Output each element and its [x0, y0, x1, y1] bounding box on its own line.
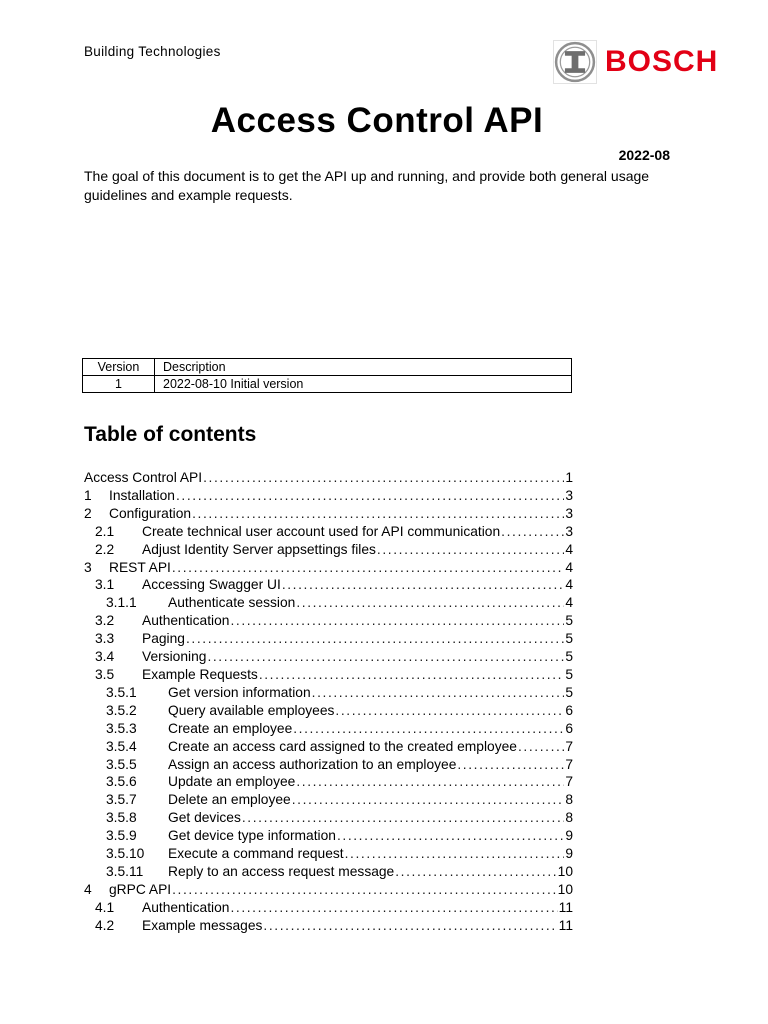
toc-entry-number: 3.5.9 — [106, 828, 137, 844]
bosch-wordmark: BOSCH — [605, 45, 719, 78]
toc-leader-dots — [296, 773, 564, 791]
toc-leader-dots — [186, 630, 564, 648]
toc-entry-title: Create an access card assigned to the created employee — [168, 738, 517, 754]
toc-entry-page: 5 — [565, 649, 573, 665]
toc-entry-number: 3 — [84, 559, 92, 575]
toc-entry[interactable] — [84, 648, 573, 666]
toc-leader-dots — [518, 738, 564, 756]
toc-entry[interactable] — [84, 899, 573, 917]
toc-entry-page: 4 — [565, 595, 573, 611]
toc-leader-dots — [292, 791, 565, 809]
toc-entry-title: Authentication — [142, 613, 230, 629]
toc-entry[interactable] — [84, 702, 573, 720]
toc-entry-title: gRPC API — [109, 881, 172, 897]
toc-entry-page: 4 — [565, 541, 573, 557]
toc-entry[interactable] — [84, 541, 573, 559]
toc-entry-title: Access Control API — [84, 470, 203, 485]
toc-entry-number: 4 — [84, 881, 92, 897]
toc-entry-title: Installation — [109, 487, 175, 503]
toc-entry-number: 3.5.7 — [106, 792, 137, 808]
bosch-armature-icon — [553, 40, 597, 84]
toc-leader-dots — [312, 684, 565, 702]
toc-entry-title: Example messages — [142, 917, 263, 933]
toc-entry-title: Get device type information — [168, 828, 336, 844]
table-of-contents — [84, 469, 573, 935]
toc-entry[interactable] — [84, 684, 573, 702]
toc-entry-title: Update an employee — [168, 774, 296, 790]
toc-entry-number: 3.5.8 — [106, 810, 137, 826]
toc-entry-number: 3.5.4 — [106, 738, 137, 754]
version-table — [82, 358, 572, 393]
department-label: Building Technologies — [84, 44, 221, 59]
toc-entry[interactable] — [84, 881, 573, 899]
document-date: 2022-08 — [618, 147, 670, 163]
toc-entry[interactable] — [84, 756, 573, 774]
toc-entry-page: 6 — [565, 720, 573, 736]
version-cell: 1 — [83, 376, 155, 393]
toc-leader-dots — [242, 809, 564, 827]
toc-entry-page: 6 — [565, 702, 573, 718]
toc-entry[interactable] — [84, 576, 573, 594]
toc-entry[interactable] — [84, 505, 573, 523]
toc-entry-number: 3.3 — [95, 631, 115, 647]
toc-entry-number: 3.5.6 — [106, 774, 137, 790]
toc-entry-title: Example Requests — [142, 666, 258, 682]
toc-entry[interactable] — [84, 487, 573, 505]
toc-entry-page: 3 — [565, 523, 573, 539]
toc-entry-page: 5 — [565, 666, 573, 682]
toc-entry-title: Get devices — [168, 810, 241, 826]
toc-entry[interactable] — [84, 720, 573, 738]
toc-entry-number: 4.2 — [95, 917, 115, 933]
toc-entry-title: Get version information — [168, 684, 311, 700]
toc-entry[interactable] — [84, 863, 573, 881]
version-column-header: Version — [83, 359, 155, 376]
toc-entry-number: 3.5.2 — [106, 702, 137, 718]
toc-entry-number: 3.4 — [95, 649, 115, 665]
toc-entry-title: Assign an access authorization to an employee — [168, 756, 457, 772]
toc-entry-number: 2 — [84, 505, 92, 521]
toc-entry[interactable] — [84, 917, 573, 935]
toc-entry[interactable] — [84, 827, 573, 845]
toc-entry-page: 5 — [565, 684, 573, 700]
toc-leader-dots — [192, 505, 564, 523]
version-table-header-row — [83, 359, 572, 376]
toc-leader-dots — [335, 702, 564, 720]
toc-entry-title: Reply to an access request message — [168, 863, 395, 879]
description-cell: 2022-08-10 Initial version — [155, 376, 572, 393]
toc-entry[interactable] — [84, 594, 573, 612]
toc-entry-title: Paging — [142, 631, 185, 647]
toc-entry-title: Authentication — [142, 899, 230, 915]
toc-entry-title: Create technical user account used for API communication — [142, 523, 501, 539]
toc-entry-title: Configuration — [109, 505, 192, 521]
toc-entry[interactable] — [84, 630, 573, 648]
toc-entry-number: 4.1 — [95, 899, 115, 915]
version-table-row — [83, 376, 572, 393]
toc-entry-page: 8 — [565, 792, 573, 808]
toc-leader-dots — [172, 559, 564, 577]
toc-entry-number: 1 — [84, 487, 92, 503]
toc-entry-page: 4 — [565, 577, 573, 593]
toc-entry-title: Create an employee — [168, 720, 293, 736]
toc-leader-dots — [230, 612, 564, 630]
toc-leader-dots — [259, 666, 565, 684]
toc-entry-number: 3.5.1 — [106, 684, 137, 700]
toc-leader-dots — [296, 594, 564, 612]
toc-entry[interactable] — [84, 612, 573, 630]
description-column-header: Description — [155, 359, 572, 376]
toc-leader-dots — [293, 720, 564, 738]
toc-heading: Table of contents — [84, 423, 257, 446]
toc-entry[interactable] — [84, 773, 573, 791]
toc-entry[interactable] — [84, 559, 573, 577]
toc-entry-number: 3.5 — [95, 666, 115, 682]
toc-entry-page: 4 — [565, 559, 573, 575]
toc-entry-page: 10 — [557, 881, 573, 897]
toc-entry-title: Execute a command request — [168, 846, 344, 862]
toc-entry-page: 11 — [558, 917, 573, 933]
toc-entry-page: 11 — [558, 899, 573, 915]
toc-entry-title: REST API — [109, 559, 171, 575]
toc-leader-dots — [377, 541, 564, 559]
toc-leader-dots — [230, 899, 557, 917]
toc-leader-dots — [282, 576, 565, 594]
toc-entry[interactable] — [84, 523, 573, 541]
toc-leader-dots — [207, 648, 564, 666]
toc-leader-dots — [345, 845, 565, 863]
toc-entry-title: Versioning — [142, 649, 207, 665]
toc-entry-page: 3 — [565, 487, 573, 503]
toc-entry-page: 3 — [565, 505, 573, 521]
toc-entry-page: 5 — [565, 613, 573, 629]
toc-entry-number: 3.1 — [95, 577, 115, 593]
toc-entry[interactable] — [84, 791, 573, 809]
toc-leader-dots — [172, 881, 557, 899]
toc-leader-dots — [176, 487, 564, 505]
toc-entry-page: 5 — [565, 631, 573, 647]
toc-entry-title: Query available employees — [168, 702, 335, 718]
toc-entry[interactable] — [84, 666, 573, 684]
toc-entry-number: 3.5.5 — [106, 756, 137, 772]
toc-entry[interactable] — [84, 845, 573, 863]
toc-entry-title: Authenticate session — [168, 595, 296, 611]
toc-entry-number: 3.5.10 — [106, 846, 145, 862]
toc-leader-dots — [395, 863, 556, 881]
toc-entry-page: 10 — [557, 863, 573, 879]
toc-entry-page: 7 — [565, 756, 573, 772]
toc-entry-title: Adjust Identity Server appsettings files — [142, 541, 376, 557]
toc-entry-number: 3.2 — [95, 613, 115, 629]
toc-leader-dots — [337, 827, 564, 845]
toc-entry-page: 7 — [565, 774, 573, 790]
toc-leader-dots — [457, 756, 564, 774]
toc-entry-page: 9 — [565, 828, 573, 844]
toc-entry[interactable] — [84, 809, 573, 827]
bosch-logo — [553, 40, 718, 84]
toc-entry-page: 1 — [565, 470, 573, 485]
toc-entry-page: 9 — [565, 846, 573, 862]
toc-entry-number: 3.1.1 — [106, 595, 137, 611]
toc-leader-dots — [263, 917, 557, 935]
toc-entry[interactable] — [84, 738, 573, 756]
toc-entry-page: 8 — [565, 810, 573, 826]
toc-leader-dots — [203, 469, 564, 487]
toc-entry-number: 3.5.3 — [106, 720, 137, 736]
toc-entry-title: Delete an employee — [168, 792, 291, 808]
toc-entry-number: 2.1 — [95, 523, 115, 539]
toc-entry-number: 3.5.11 — [106, 863, 144, 879]
intro-paragraph — [84, 167, 676, 205]
intro-line: guidelines and example requests. — [84, 187, 293, 203]
toc-entry[interactable] — [84, 469, 573, 487]
toc-entry-page: 7 — [565, 738, 573, 754]
intro-line: The goal of this document is to get the API up and running, and provide both general usage — [84, 168, 650, 184]
page-title: Access Control API — [210, 101, 544, 140]
toc-entry-number: 2.2 — [95, 541, 115, 557]
toc-entry-title: Accessing Swagger UI — [142, 577, 281, 593]
toc-leader-dots — [501, 523, 564, 541]
